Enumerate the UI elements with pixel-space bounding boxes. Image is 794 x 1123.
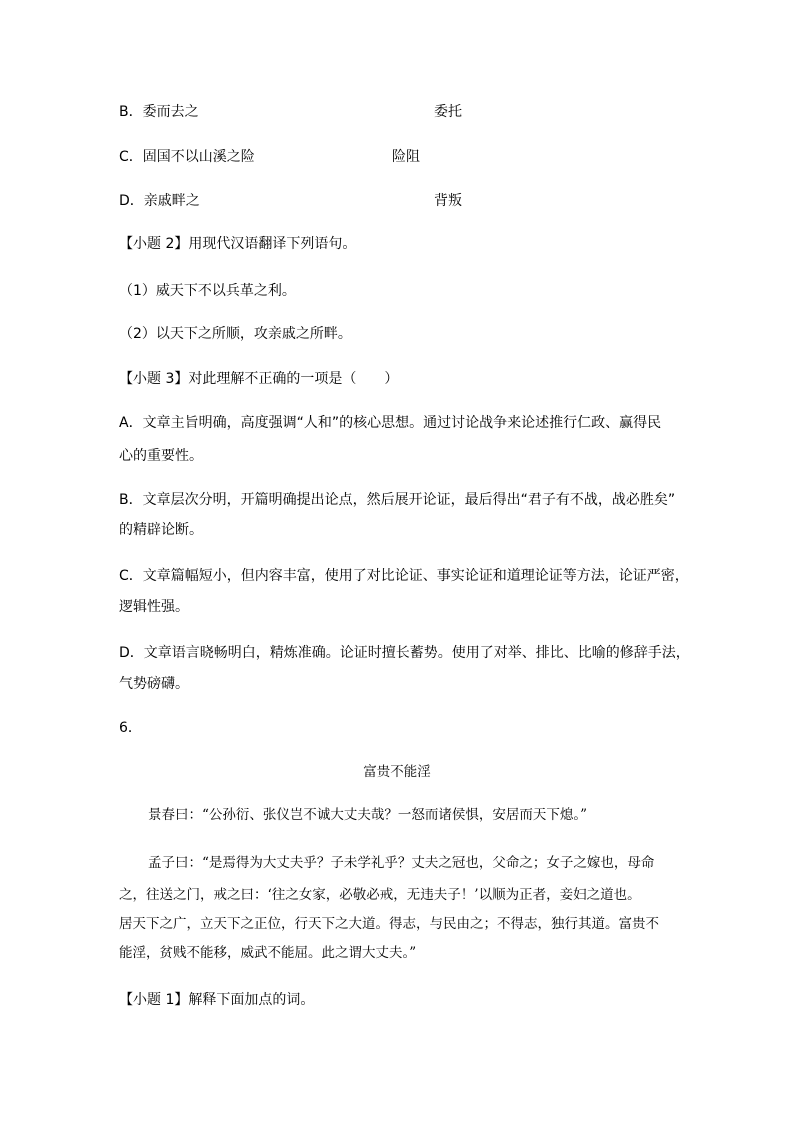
- q2-item-2: （2）以天下之所顺，攻亲戚之所畔。: [119, 326, 352, 342]
- passage-para-2-line1: 孟子曰：“是焉得为大丈夫乎？子未学礼乎？丈夫之冠也，父命之；女子之嫁也，母命: [148, 855, 655, 871]
- passage-title: 富贵不能淫: [363, 764, 431, 780]
- choice-c-gloss: 险阻: [392, 149, 420, 165]
- choice-b-text: B．委而去之: [119, 104, 199, 120]
- q2-heading: 【小题 2】用现代汉语翻译下列语句。: [119, 236, 357, 252]
- q3-option-d-line1: D．文章语言晓畅明白，精炼准确。论证时擅长蓄势。使用了对举、排比、比喻的修辞手法，: [119, 645, 690, 661]
- question-6-number: 6．: [119, 720, 142, 736]
- q3-option-a-line2: 心的重要性。: [119, 448, 203, 464]
- q6-sub1-heading: 【小题 1】解释下面加点的词。: [119, 992, 315, 1008]
- q3-option-d-line2: 气势磅礴。: [119, 676, 189, 692]
- choice-d-gloss: 背叛: [434, 193, 462, 209]
- passage-para-1: 景春曰：“公孙衍、张仪岂不诚大丈夫哉？一怒而诸侯惧，安居而天下熄。”: [148, 807, 588, 823]
- q3-option-a-line1: A．文章主旨明确，高度强调“人和”的核心思想。通过讨论战争来论述推行仁政、赢得民: [119, 415, 662, 431]
- q3-option-b-line1: B．文章层次分明，开篇明确提出论点，然后展开论证，最后得出“君子有不战，战必胜矣”: [119, 492, 676, 508]
- choice-b-gloss: 委托: [434, 104, 462, 120]
- passage-para-2-line4: 能淫，贫贱不能移，威武不能屈。此之谓大丈夫。”: [119, 945, 417, 961]
- passage-para-2-line2: 之，往送之门，戒之曰：‘往之女家，必敬必戒，无违夫子！’以顺为正者，妾妇之道也。: [119, 887, 641, 903]
- q3-heading: 【小题 3】对此理解不正确的一项是（ ）: [119, 371, 399, 387]
- q3-option-c-line2: 逻辑性强。: [119, 599, 189, 615]
- q2-item-1: （1）威天下不以兵革之利。: [119, 283, 296, 299]
- q3-option-b-line2: 的精辟论断。: [119, 522, 203, 538]
- choice-d-text: D．亲戚畔之: [119, 193, 200, 209]
- q3-option-c-line1: C．文章篇幅短小，但内容丰富，使用了对比论证、事实论证和道理论证等方法，论证严密，: [119, 568, 689, 584]
- passage-para-2-line3: 居天下之广，立天下之正位，行天下之大道。得志，与民由之；不得志，独行其道。富贵不: [119, 916, 659, 932]
- choice-c-text: C．固国不以山溪之险: [119, 149, 255, 165]
